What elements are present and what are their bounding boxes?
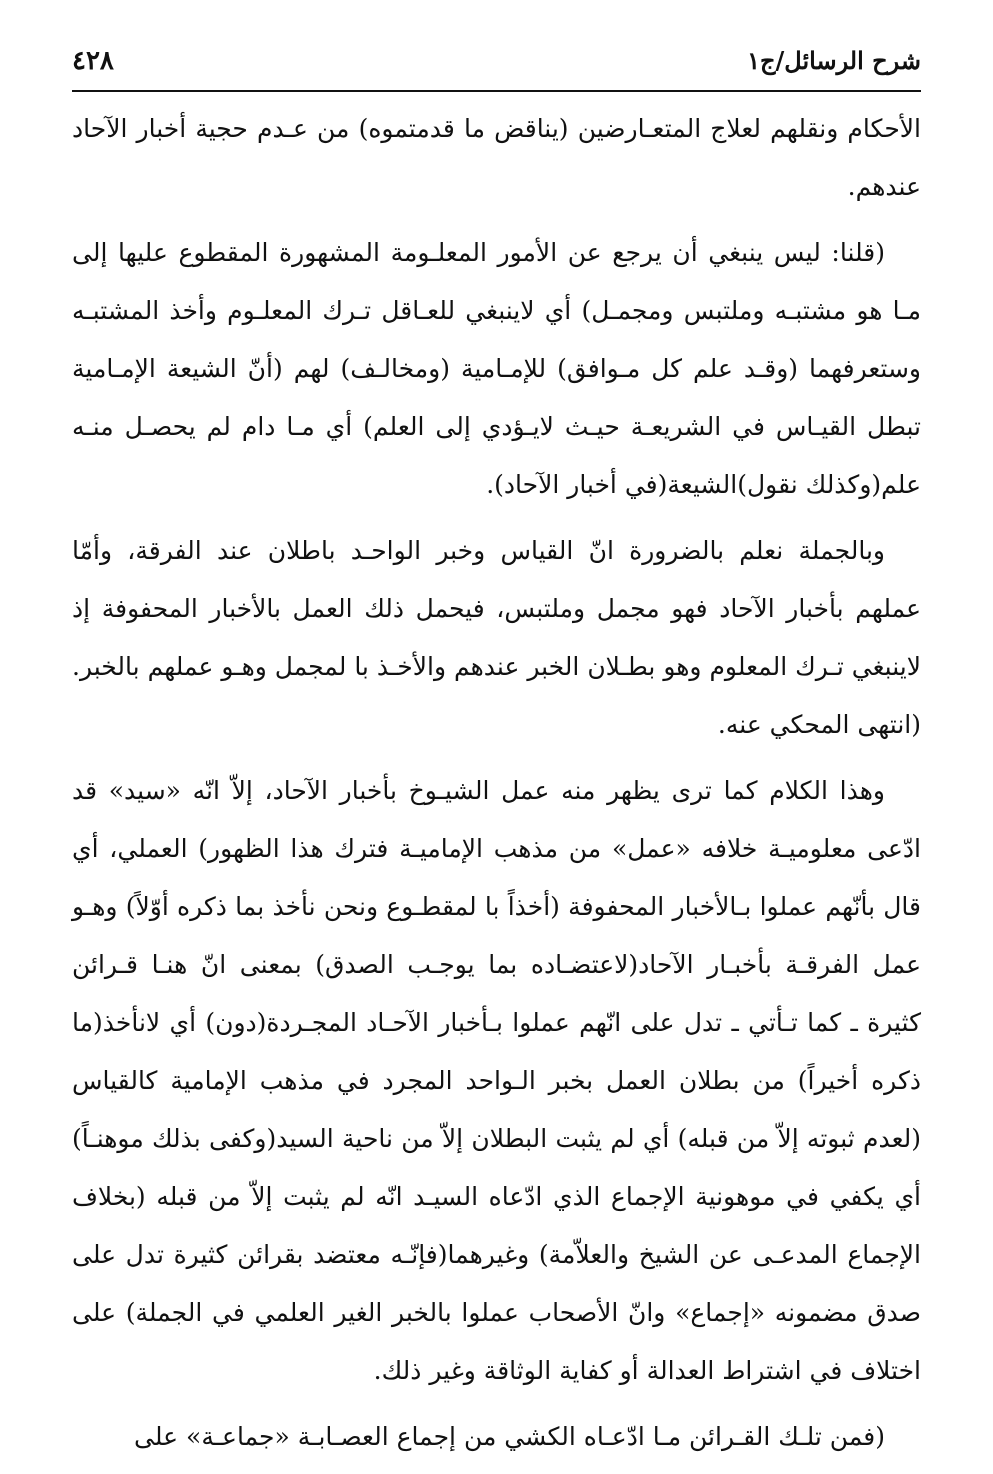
paragraph: وبالجملة نعلم بالضرورة انّ القياس وخبر الواحـد باطلان عند الفرقة، وأمّا عملهم بأخبار الآحاد فهو مجمل وملتبس، فيحمل ذلك العمل بالأخبار المحفوفة إذ لاينبغي تـرك المعلوم وهو بطـلان الخبر عندهم والأخـذ با لمجمل وهـو عملهم بالخبر.(انتهى المحكي عنه.: [72, 536, 921, 739]
paragraph: وهذا الكلام كما ترى يظهر منه عمل الشيـوخ بأخبار الآحاد، إلاّ انّه «سيد» قد ادّعى معلوميـة خلافه «عمل» من مذهب الإماميـة فترك هذا الظهور) العملي، أي قال بأنّهم عملوا بـالأخبار المحفوفة (أخذاً با لمقطـوع ونحن نأخذ بما ذكره أوّلاً) وهـو عمل الفرقـة بأخبـار الآحاد(لاعتضـاده بما يوجـب الصدق) بمعنى انّ هنـا قـرائن كثيرة ـ كما تـأتي ـ تدل على انّهم عملوا بـأخبار الآحـاد المجـردة(دون) أي لانأخذ(ما ذكره أخيراً) من بطلان العمل بخبر الـواحد المجرد في مذهب الإمامية كالقياس (لعدم ثبوته إلاّ من قبله) أي لم يثبت البطلان إلاّ من ناحية السيد(وكفى بذلك موهنـاً) أي يكفي في موهونية الإجماع الذي ادّعاه السيـد انّه لم يثبت إلاّ من قبله (بخلاف الإجماع المدعـى عن الشيخ والعلاّمة) وغيرهما(فإنّـه معتضد بقرائن كثيرة تدل على صدق مضمونه «إجماع» وانّ الأصحاب عملوا بالخبر الغير العلمي في الجملة) على اختلاف في اشتراط العدالة أو كفاية الوثاقة وغير ذلك.: [72, 776, 922, 1385]
paragraph: (فمن تلـك القـرائن مـا ادّعـاه الكشي من إجماع العصـابـة «جماعـة» على: [134, 1422, 885, 1451]
page-header: [72, 36, 921, 84]
page-number: ٤٢٨: [72, 46, 114, 76]
running-title: شرح الرسائل/ج١: [747, 46, 921, 75]
page-body: [72, 100, 921, 1474]
paragraph: الأحكام ونقلهم لعلاج المتعـارضين (يناقض ما قدمتموه) من عـدم حجية أخبار الآحاد عندهم.: [72, 114, 921, 201]
paragraph: (قلنا: ليس ينبغي أن يرجع عن الأمور المعلـومة المشهورة المقطوع عليها إلى مـا هو مشتبـه وملتبس ومجمـل) أي لاينبغي للعـاقل تـرك المعلـوم وأخذ المشتبـه وستعرفهما (وقـد علم كل مـوافق) للإمـامية (ومخالـف) لهم (أنّ الشيعة الإمـامية تبطل القيـاس في الشريعـة حيـث لايـؤدي إلى العلم) أي مـا دام لم يحصـل منـه علم(وكذلك نقول)الشيعة(في أخبار الآحاد).: [72, 238, 921, 499]
header-divider: [72, 90, 921, 92]
